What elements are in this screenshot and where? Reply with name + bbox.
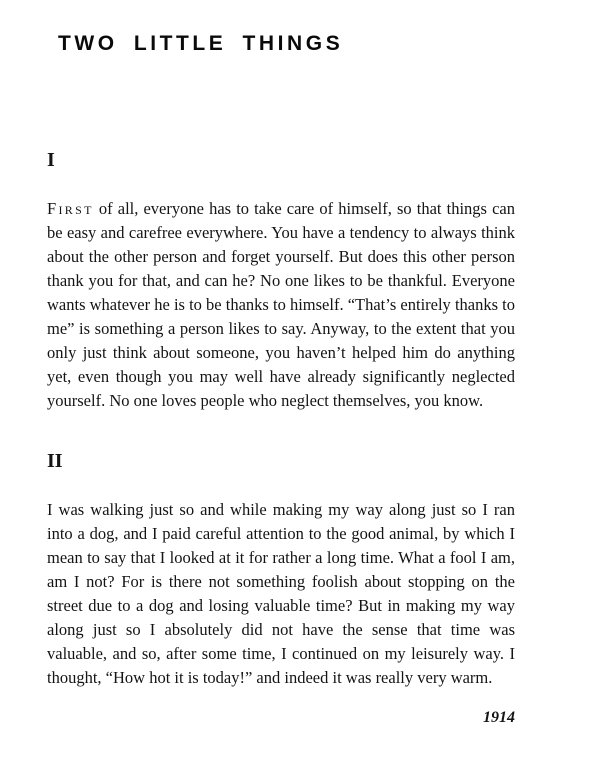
year-label: 1914 bbox=[483, 709, 515, 726]
section-2-paragraph bbox=[47, 498, 515, 690]
section-1-lead-word: First bbox=[47, 199, 94, 218]
section-1-paragraph bbox=[47, 197, 515, 413]
section-2-paragraph-text: I was walking just so and while making my way along just so I ran into a dog, and I paid careful attention to the good animal, by which I mean to say that I looked at it for rather a long time. What a fool I am, am I not? For is there not something foolish about stopping on the street due to a dog and losing valuable time? But in making my way along just so I absolutely did not have the sense that time was valuable, and so, after some time, I continued on my leisurely way. I thought, “How hot it is today!” and indeed it was really very warm. bbox=[47, 500, 515, 687]
section-1-numeral: I bbox=[47, 149, 55, 171]
section-1-paragraph-text: of all, everyone has to take care of himself, so that things can be easy and carefree everywhere. You have a tendency to always think about the other person and forget yourself. But does this other person thank you for that, and can he? No one likes to be thankful. Everyone wants whatever he is to be thanks to himself. “That’s entirely thanks to me” is something a person likes to say. Anyway, to the extent that you only just think about someone, you haven’t helped him do anything yet, even though you may well have already significantly neglected yourself. No one loves people who neglect themselves, you know. bbox=[47, 199, 516, 410]
chapter-title: TWO LITTLE THINGS bbox=[58, 32, 344, 55]
section-2-numeral: II bbox=[47, 450, 63, 472]
